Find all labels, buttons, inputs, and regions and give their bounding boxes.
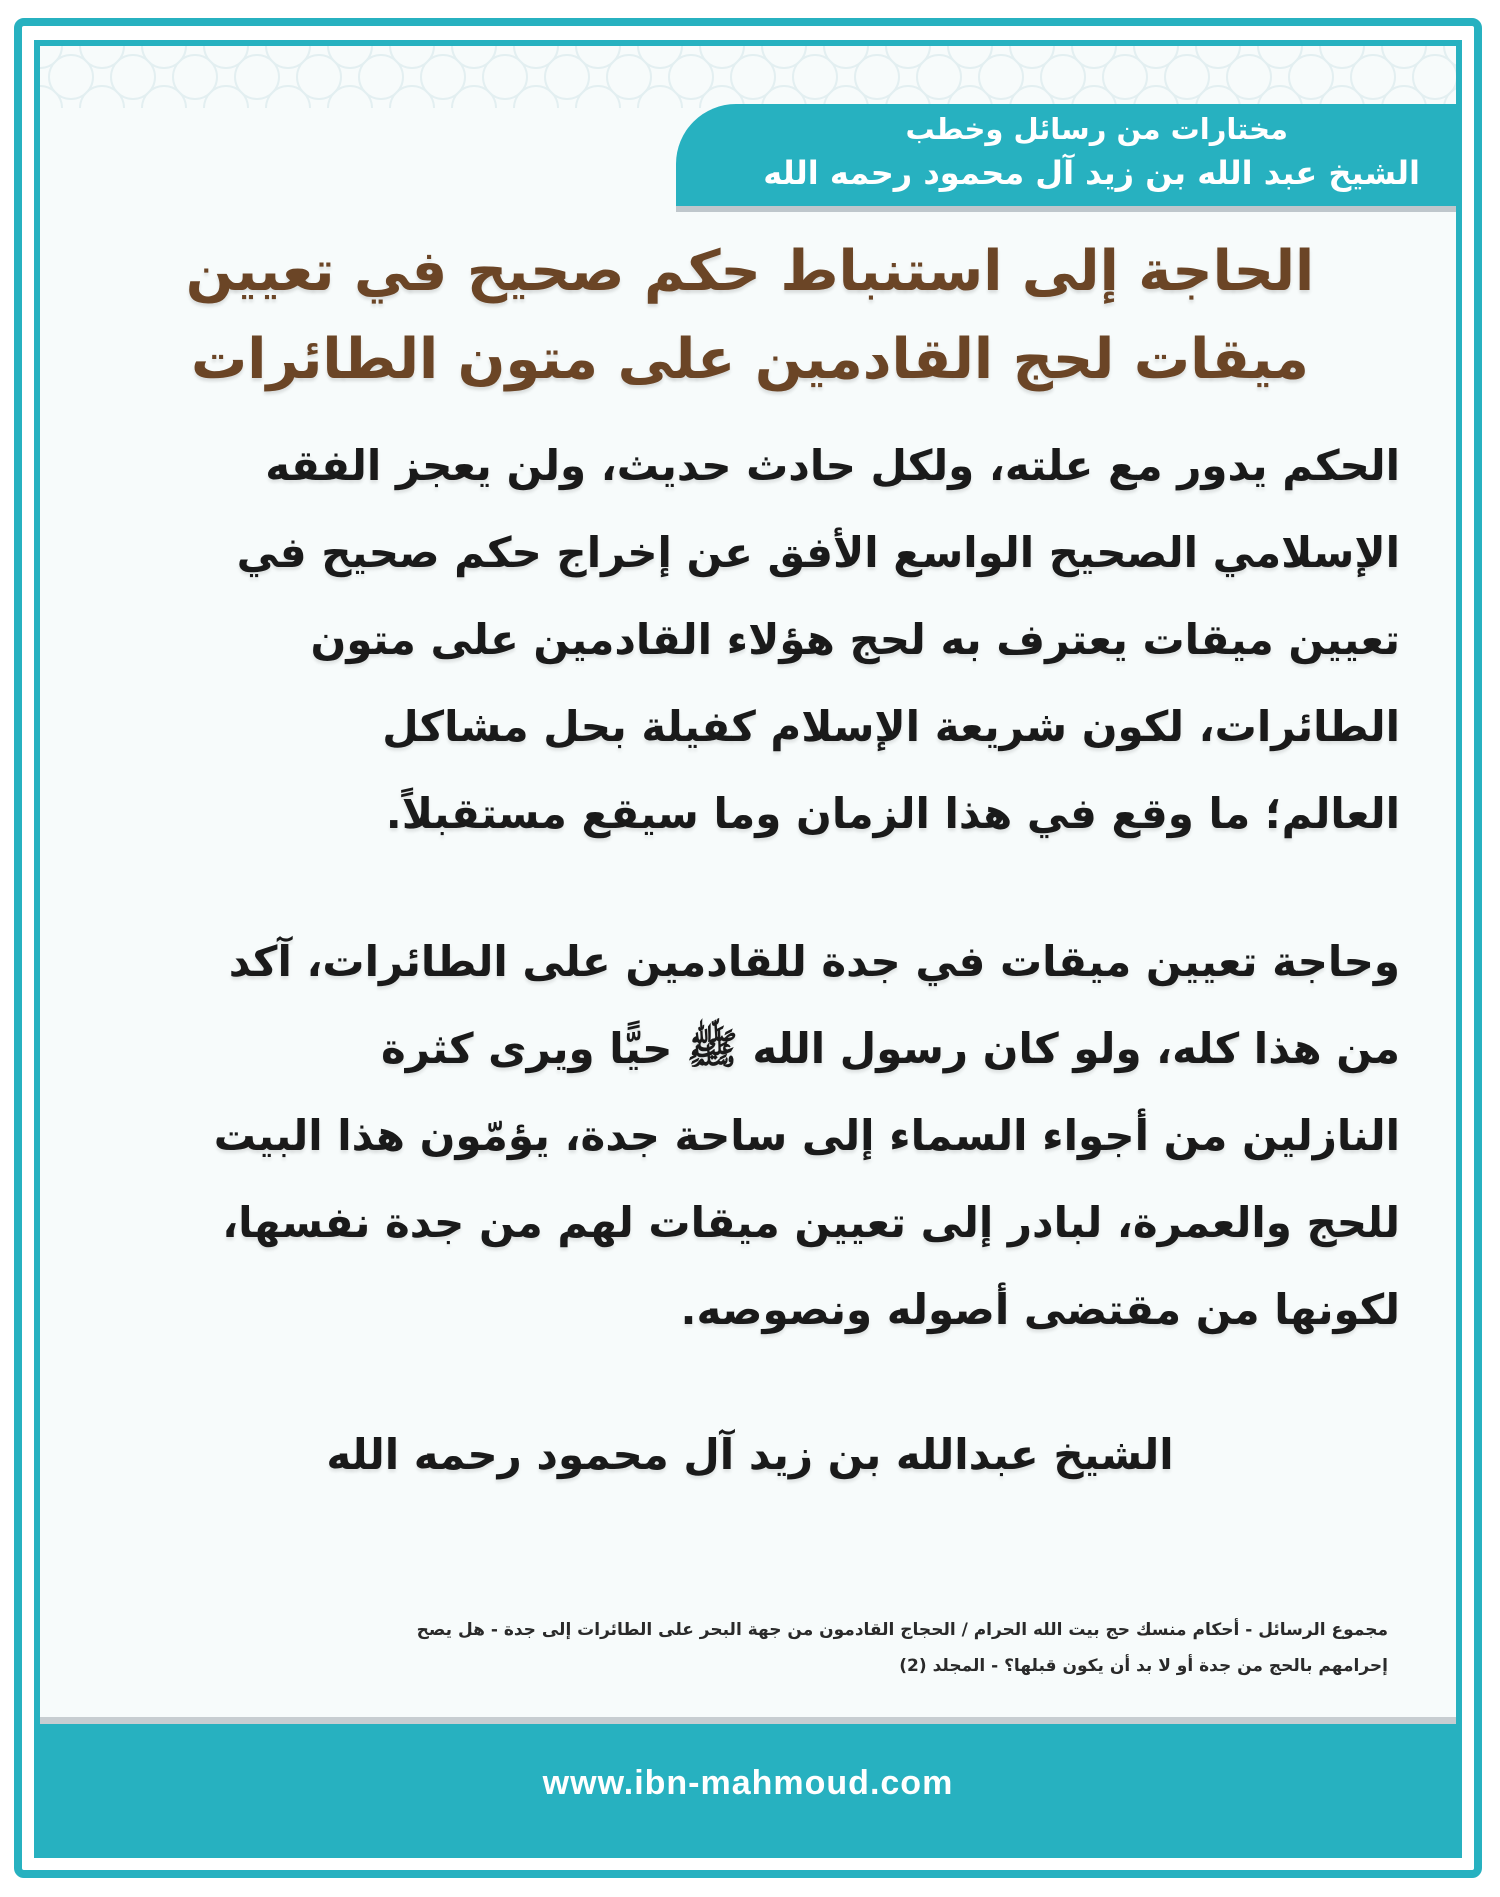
website-link[interactable]: www.ibn-mahmoud.com [542, 1764, 954, 1802]
source-reference [120, 1612, 1388, 1684]
reference-line: مجموع الرسائل - أحكام منسك حج بيت الله الحرام / الحجاج القادمون من جهة البحر على الطائرات إلى جدة - هل يصح [416, 1620, 1388, 1640]
reference-line: إحرامهم بالحج من جدة أو لا بد أن يكون قبلها؟ - المجلد (2) [899, 1656, 1388, 1676]
paragraph-line: الإسلامي الصحيح الواسع الأفق عن إخراج حكم صحيح في [236, 528, 1400, 577]
page-title [110, 228, 1390, 404]
paragraph-line: النازلين من أجواء السماء إلى ساحة جدة، يؤمّون هذا البيت [213, 1111, 1400, 1160]
paragraph-line: العالم؛ ما وقع في هذا الزمان وما سيقع مستقبلاً. [385, 789, 1400, 838]
header-band [676, 104, 1456, 206]
paragraph-line: لكونها من مقتضى أصوله ونصوصه. [680, 1285, 1400, 1334]
paragraph-line: تعيين ميقات يعترف به لحج هؤلاء القادمين على متون [310, 615, 1400, 664]
title-line: الحاجة إلى استنباط حكم صحيح في تعيين [185, 239, 1315, 304]
paragraph-line: الحكم يدور مع علته، ولكل حادث حديث، ولن يعجز الفقه [265, 441, 1400, 490]
paragraph-1 [112, 422, 1400, 857]
signature: الشيخ عبدالله بن زيد آل محمود رحمه الله [326, 1430, 1174, 1479]
paragraph-line: الطائرات، لكون شريعة الإسلام كفيلة بحل مشاكل [382, 702, 1400, 751]
paragraph-line: من هذا كله، ولو كان رسول الله ﷺ حيًّا ويرى كثرة [381, 1024, 1400, 1073]
paragraph-line: للحج والعمرة، لبادر إلى تعيين ميقات لهم من جدة نفسها، [222, 1198, 1400, 1247]
paragraph-2 [112, 918, 1400, 1353]
footer-band [40, 1724, 1456, 1852]
decorative-pattern [40, 46, 1456, 108]
header-subtitle: مختارات من رسائل وخطب [905, 112, 1288, 146]
paragraph-line: وحاجة تعيين ميقات في جدة للقادمين على الطائرات، آكد [228, 937, 1400, 986]
header-author: الشيخ عبد الله بن زيد آل محمود رحمه الله [763, 154, 1420, 192]
title-line: ميقات لحج القادمين على متون الطائرات [191, 327, 1309, 392]
